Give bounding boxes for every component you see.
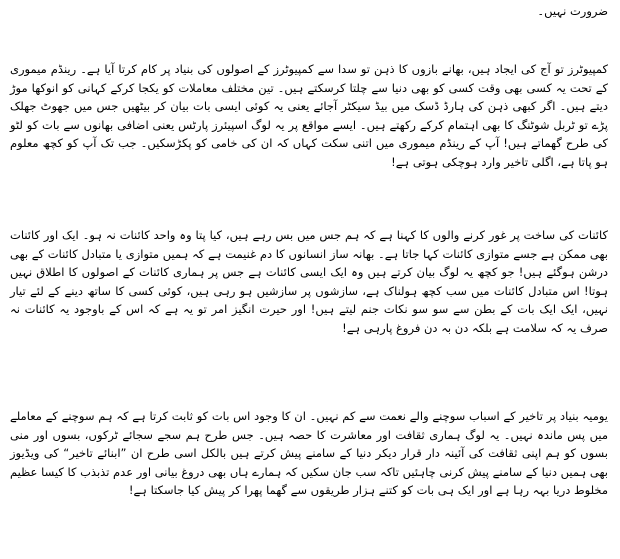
- paragraph-universe: کائنات کی ساخت پر غور کرنے والوں کا کہنا ہے کہ ہم جس میں بس رہے ہیں، کیا پتا وہ واحد کائنات نہ ہو۔ ایک اور کائنات بھی ممکن ہے جسے متوازی کائنات کہا جاتا ہے۔ بھانہ ساز انسانوں کا دم غنیمت ہے کہ ہمیں متوازی یا متبادل کائنات کے بھی درشن ہوگئے ہیں! جو کچھ یہ لوگ بیان کرتے ہیں وہ ایک ایسی کائنات ہے جس پر ہماری کائنات کے اصولوں کا اطلاق نہیں ہوتا! اس متبادل کائنات میں سب کچھ ہولناک ہے، سازشوں پر سازشیں ہو رہی ہیں، کوئی کسی کا ساتھ دینے کے لئے تیار نہیں، ایک ایک بات کے بطن سے سو سو نکات جنم لیتے ہیں! اور حیرت انگیز امر تو یہ ہے کہ اس کے باوجود یہ کائنات نہ صرف یہ کہ سلامت ہے بلکہ دن بہ دن فروغ پارہی ہے!: [10, 228, 608, 335]
- paragraph-daily-delay: یومیہ بنیاد پر تاخیر کے اسباب سوچنے والے نعمت سے کم نہیں۔ ان کا وجود اس بات کو ثابت کرتا ہے کہ ہم سوچنے کے معاملے میں پس ماندہ نہیں۔ یہ لوگ ہماری ثقافت اور معاشرت کا حصہ ہیں۔ جس طرح ہم سجے سجائے ٹرکوں، بسوں اور منی بسوں کو ہم اپنی ثقافت کی آئینہ دار قرار دیکر دنیا کے سامنے پیش کرتے ہیں بالکل اسی طرح ان ”ابنائے تاخیر“ کی ویڈیوز بھی ہمیں دنیا کے سامنے پیش کرنی چاہئیں تاکہ سب جان سکیں کہ ہمارے ہاں بھی دروغ بیانی اور عدم تذبذب کا کیسا عظیم مخلوط دریا بہہ رہا ہے اور ایک ہی بات کو کتنے ہزار طریقوں سے گھما پھرا کر پیش کیا جاسکتا ہے!: [10, 409, 608, 497]
- opening-line: ضرورت نہیں۔: [537, 4, 608, 18]
- paragraph-computers: کمپیوٹرز تو آج کی ایجاد ہیں، بھانے بازوں کا ذہن تو سدا سے کمپیوٹرز کے اصولوں کی بنیاد پر کام کرتا آیا ہے۔ رینڈم میموری کے تحت یہ کسی بھی وقت کسی کو بھی دنیا سے چلتا کرسکتے ہیں۔ تین مختلف معاملات کو یکجا کرکے کہانی کو انوکھا موڑ دیتے ہیں۔ اگر کبھی ذہن کی ہارڈ ڈسک میں بیڈ سیکٹر آجائے یعنی یہ کوئی ایسی بات بیان کر بیٹھیں جس میں جھوٹ جھلک پڑے تو ٹربل شوٹنگ کا بھی اہتمام کرکے رکھتے ہیں۔ ایسے مواقع پر یہ لوگ اسپیئرز پارٹس یعنی اضافی بھانوں سے بات کو لٹو کی طرح گھماتے ہیں! آپ کے رینڈم میموری میں اتنی سکت کہاں کہ ان کی خامی کو پکڑسکیں۔ جب تک آپ کو کچھ معلوم ہو پاتا ہے، اگلی تاخیر وارد ہوچکی ہوتی ہے!: [10, 62, 608, 169]
